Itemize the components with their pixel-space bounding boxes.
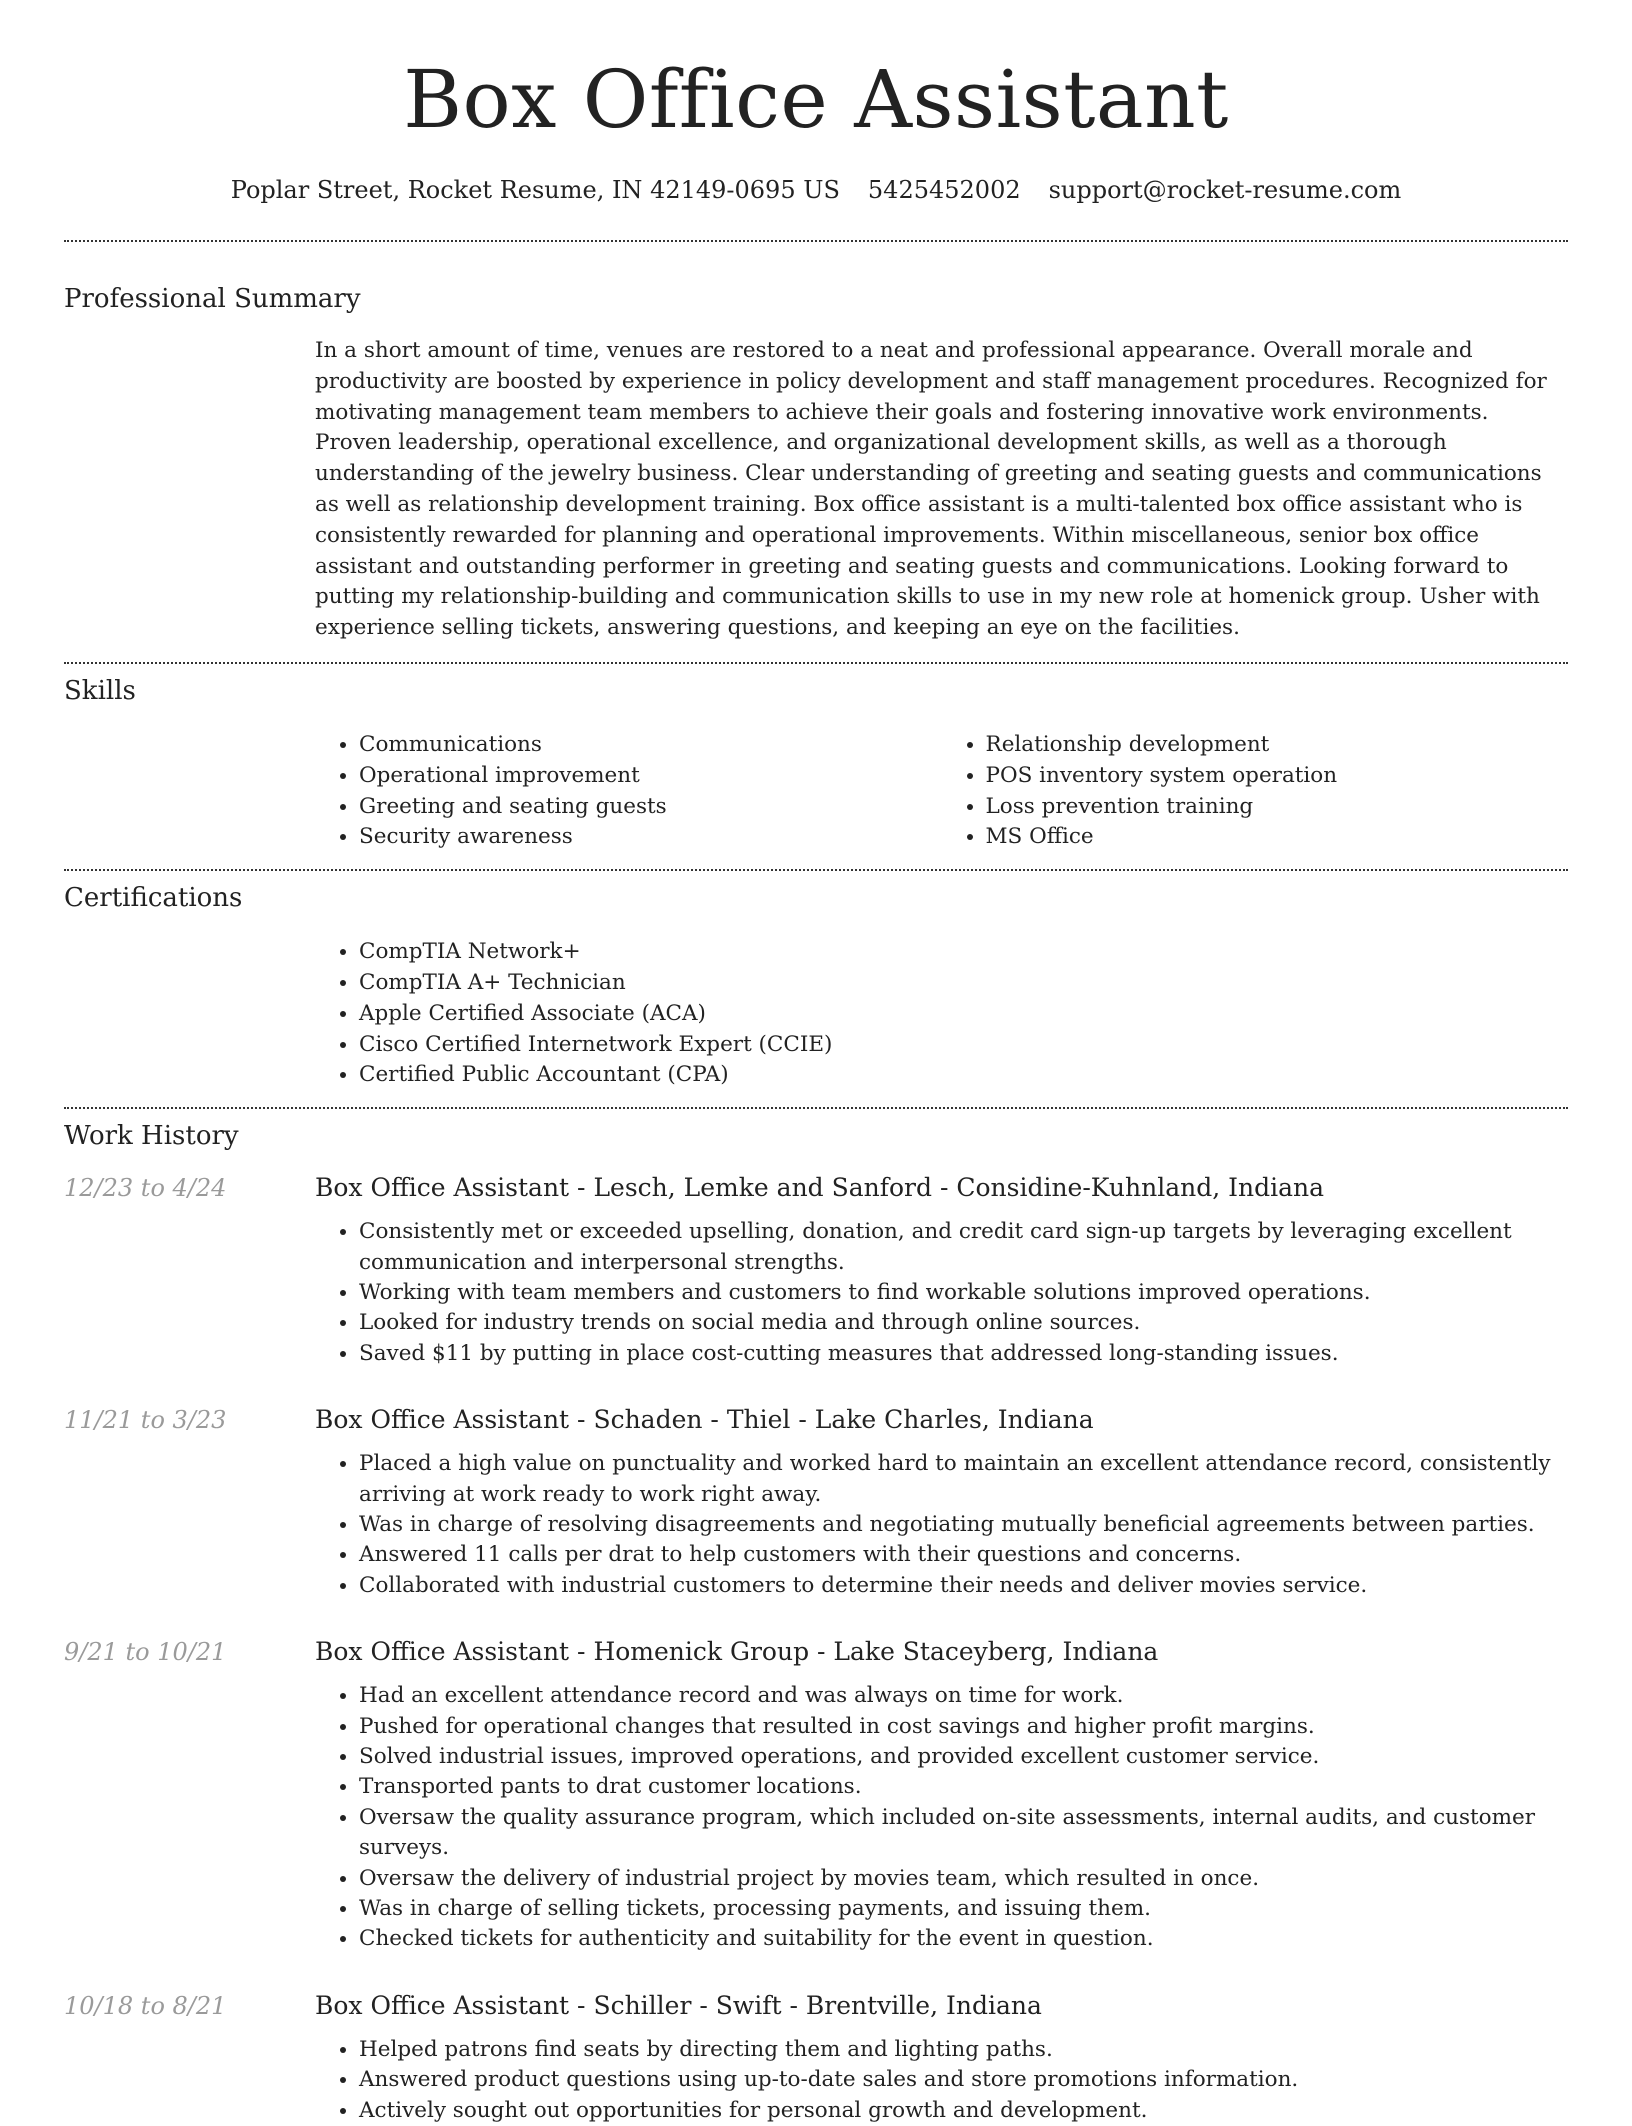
list-item: • Consistently met or exceeded upselling, donation, and credit card sign-up targets by leveraging excellent communication and interpersonal strengths. <box>359 1217 1568 1278</box>
list-item: • Actively sought out opportunities for personal growth and development. <box>359 2096 1568 2126</box>
list-item: • Helped patrons find seats by directing them and lighting paths. <box>359 2035 1568 2065</box>
resume-page <box>64 0 1568 2126</box>
job-dates: 11/21 to 3/23 <box>64 1406 227 1435</box>
job-entry <box>64 1171 1568 1369</box>
job-bullets <box>315 1449 1568 1601</box>
certifications-list <box>315 937 1568 1091</box>
list-item: • Saved $11 by putting in place cost-cutting measures that addressed long-standing issues. <box>359 1339 1568 1369</box>
list-item: • Oversaw the quality assurance program, which included on-site assessments, internal audits, and customer surveys. <box>359 1803 1568 1864</box>
list-item: • Greeting and seating guests <box>359 792 942 823</box>
list-item: • Answered 11 calls per drat to help customers with their questions and concerns. <box>359 1540 1568 1570</box>
list-item: • Was in charge of selling tickets, processing payments, and issuing them. <box>359 1894 1568 1924</box>
job-bullets <box>315 2035 1568 2126</box>
skills-list <box>315 730 1568 853</box>
list-item: • CompTIA A+ Technician <box>359 968 1568 999</box>
contact-line <box>64 176 1568 204</box>
job-dates: 9/21 to 10/21 <box>64 1638 227 1667</box>
skills-heading: Skills <box>64 675 136 706</box>
certifications-section <box>64 883 1568 1091</box>
job-entry <box>64 1635 1568 1955</box>
list-item: • Working with team members and customers to find workable solutions improved operations. <box>359 1278 1568 1308</box>
skills-column-right <box>942 730 1569 853</box>
list-item: • Answered product questions using up-to-date sales and store promotions information. <box>359 2065 1568 2095</box>
certifications-heading: Certifications <box>64 883 243 914</box>
job-entry <box>64 1989 1568 2126</box>
list-item: • Was in charge of resolving disagreements and negotiating mutually beneficial agreements between parties. <box>359 1510 1568 1540</box>
list-item: • Apple Certified Associate (ACA) <box>359 999 1568 1030</box>
list-item: • CompTIA Network+ <box>359 937 1568 968</box>
list-item: • Collaborated with industrial customers to determine their needs and deliver movies service. <box>359 1571 1568 1601</box>
list-item: • Communications <box>359 730 942 761</box>
list-item: • MS Office <box>986 822 1569 853</box>
list-item: • Security awareness <box>359 822 942 853</box>
list-item: • Relationship development <box>986 730 1569 761</box>
divider <box>64 662 1568 664</box>
list-item: • Oversaw the delivery of industrial project by movies team, which resulted in once. <box>359 1864 1568 1894</box>
contact-phone: 5425452002 <box>867 176 1021 204</box>
certifications-items <box>315 937 1568 1091</box>
list-item: • Certified Public Accountant (CPA) <box>359 1060 1568 1091</box>
list-item: • Cisco Certified Internetwork Expert (CCIE) <box>359 1030 1568 1061</box>
list-item: • Looked for industry trends on social media and through online sources. <box>359 1308 1568 1338</box>
skills-section <box>64 676 1568 853</box>
list-item: • Placed a high value on punctuality and worked hard to maintain an excellent attendance record, consistently arriving at work ready to work right away. <box>359 1449 1568 1510</box>
list-item: • Operational improvement <box>359 761 942 792</box>
job-entry <box>64 1403 1568 1601</box>
contact-email: support@rocket-resume.com <box>1048 176 1402 204</box>
summary-text: In a short amount of time, venues are restored to a neat and professional appearance. Overall morale and productivity are boosted by experience in policy development and staff management procedures. Recognized for motivating management team members to achieve their goals and fostering innovative work environments. Proven leadership, operational excellence, and organizational development skills, as well as a thorough understanding of the jewelry business. Clear understanding of greeting and seating guests and communications as well as relationship development training. Box office assistant is a multi-talented box office assistant who is consistently rewarded for planning and operational improvements. Within miscellaneous, senior box office assistant and outstanding performer in greeting and seating guests and communications. Looking forward to putting my relationship-building and communication skills to use in my new role at homenick group. Usher with experience selling tickets, answering questions, and keeping an eye on the facilities. <box>315 338 1547 641</box>
summary-section <box>64 284 1568 644</box>
list-item: • Pushed for operational changes that resulted in cost savings and higher profit margins. <box>359 1712 1568 1742</box>
job-title: Box Office Assistant - Lesch, Lemke and Sanford - Considine-Kuhnland, Indiana <box>315 1173 1325 1203</box>
job-bullets <box>315 1217 1568 1369</box>
job-title: Box Office Assistant - Schaden - Thiel - Lake Charles, Indiana <box>315 1405 1094 1435</box>
job-dates: 12/23 to 4/24 <box>64 1174 227 1203</box>
list-item: • Loss prevention training <box>986 792 1569 823</box>
job-title: Box Office Assistant - Homenick Group - Lake Staceyberg, Indiana <box>315 1637 1159 1667</box>
contact-address: Poplar Street, Rocket Resume, IN 42149-0695 US <box>230 176 840 204</box>
job-title: Box Office Assistant - Schiller - Swift - Brentville, Indiana <box>315 1990 1042 2020</box>
list-item: • Solved industrial issues, improved operations, and provided excellent customer service. <box>359 1742 1568 1772</box>
work-history-section <box>64 1121 1568 2126</box>
skills-column-left <box>315 730 942 853</box>
job-bullets <box>315 1681 1568 1955</box>
divider <box>64 240 1568 242</box>
list-item: • POS inventory system operation <box>986 761 1569 792</box>
candidate-name: Box Office Assistant <box>403 53 1229 146</box>
job-dates: 10/18 to 8/21 <box>64 1991 227 2020</box>
job-list <box>64 1171 1568 2126</box>
list-item: • Had an excellent attendance record and was always on time for work. <box>359 1681 1568 1711</box>
work-history-heading: Work History <box>64 1121 239 1152</box>
summary-heading: Professional Summary <box>64 284 361 314</box>
list-item: • Transported pants to drat customer locations. <box>359 1772 1568 1802</box>
divider <box>64 869 1568 871</box>
divider <box>64 1107 1568 1109</box>
list-item: • Checked tickets for authenticity and suitability for the event in question. <box>359 1924 1568 1954</box>
